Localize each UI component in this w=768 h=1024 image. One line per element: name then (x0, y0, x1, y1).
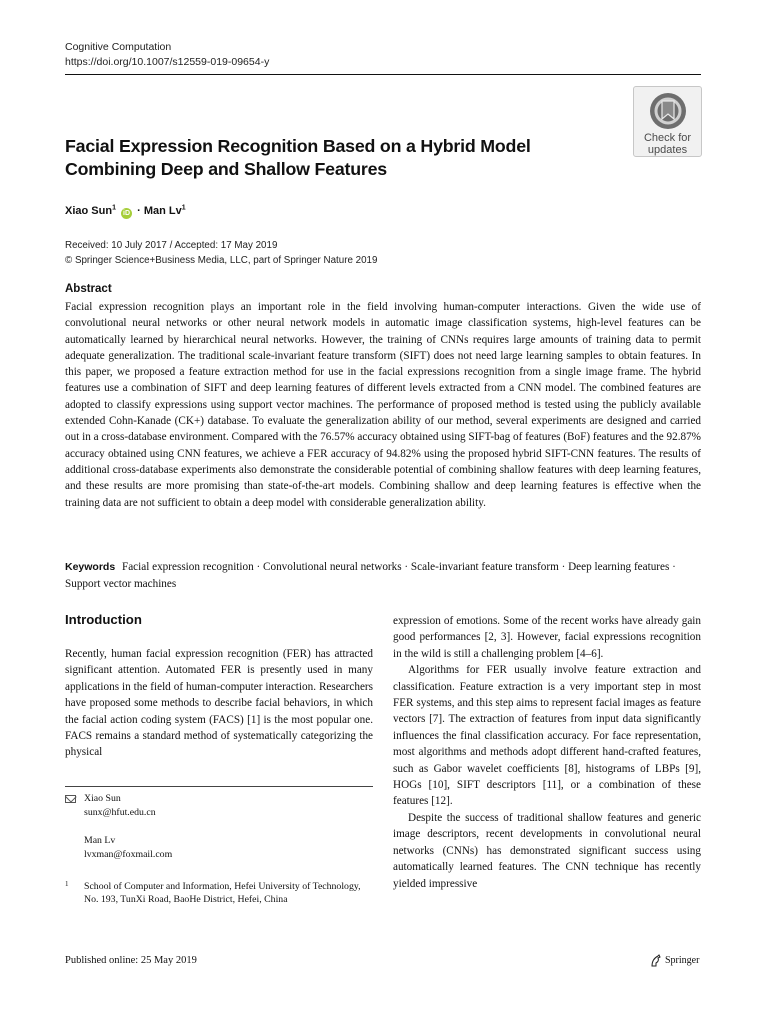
article-meta (65, 239, 377, 268)
corresponding-author-name: Man Lv (84, 835, 116, 846)
corresponding-author-email[interactable]: sunx@hfut.edu.cn (84, 807, 156, 818)
keywords (65, 559, 701, 592)
publisher-logo (650, 954, 699, 967)
right-column (393, 613, 701, 892)
received-accepted-dates: Received: 10 July 2017 / Accepted: 17 May 2019 (65, 240, 278, 251)
orcid-icon[interactable]: iD (123, 210, 131, 217)
left-column (65, 646, 373, 761)
publisher-name: Springer (665, 955, 700, 966)
affiliation-text: School of Computer and Information, Hefei University of Technology, No. 193, TunXi Road, BaoHe District, Hefei, China (84, 881, 361, 906)
badge-text-line1: Check for (643, 132, 692, 144)
author-name: Man Lv (143, 205, 182, 217)
envelope-icon (65, 795, 76, 803)
author-affil-sup: 1 (112, 204, 116, 212)
introduction-heading: Introduction (65, 612, 142, 627)
bookmark-icon (649, 92, 687, 130)
intro-paragraph: Despite the success of traditional shallow features and generic image descriptors, recent developments in convolutional neural networks (CNNs) has demonstrated significant success using automatically learned features. The CNN technique has recently yielded impressive (393, 811, 701, 890)
abstract-heading: Abstract (65, 283, 112, 295)
intro-paragraph: Algorithms for FER usually involve feature extraction and classification. Feature extraction is a very important step in most FER systems, and this step aims to represent facial images as feature vectors [7]. The extraction of features from input data significantly influences the final classification accuracy. For face representation, most algorithms and methods adopt different hand-crafted features, such as Gabor wavelet coefficients [8], histograms of LBPs [9], HOGs [10], SIFT descriptors [11], or a combination of these features [12]. (393, 664, 701, 808)
intro-paragraph: expression of emotions. Some of the recent works have already gain good performances [2, 3]. However, facial expressions recognition in the wild is still a challenging problem [4–6]. (393, 615, 701, 660)
affiliation-number: 1 (65, 880, 69, 888)
corresponding-author-name: Xiao Sun (84, 793, 121, 804)
author-separator: · (137, 205, 141, 217)
paper-title: Facial Expression Recognition Based on a Hybrid Model Combining Deep and Shallow Features (65, 136, 531, 179)
keywords-label: Keywords (65, 561, 116, 573)
abstract-text: Facial expression recognition plays an important role in the field involving human-computer interactions. Given the wide use of convolutional neural networks or other neural network models in automatic image classification systems, high-level features can be automatically learned by hierarchical neural networks. However, the training of CNNs requires large amounts of training data to permit adequate generalization. The traditional scale-invariant feature transform (SIFT) does not need large learning samples to obtain features. In this paper, we proposed a feature extraction method for use in the facial expressions recognition from a single image frame. The hybrid features use a combination of SIFT and deep learning features of different levels extracted from a CNN model. The combined features are adopted to classify expressions using support vector machines. The performance of proposed method is tested using the publicly available extended Cohn-Kanade (CK+) database. To evaluate the generalization ability of our method, several experiments are designed and carried out in a cross-database environment. Compared with the 76.57% accuracy obtained using SIFT-bag of features (BoF) features and the 92.87% accuracy obtained using CNN features, we achieve a FER accuracy of 94.82% using the proposed hybrid SIFT-CNN features. The results of additional cross-database experiments also demonstrate the considerable potential of combining shallow features with deep learning features, and these results are more promising than state-of-the-art models. Combining shallow and deep learning features is effective when the training data are not sufficient to obtain a deep model with considerable generalization ability. (65, 301, 701, 509)
footnote-rule (65, 786, 373, 787)
intro-paragraph: Recently, human facial expression recognition (FER) has attracted significant attention. Automated FER is presently used in many applications in the field of human-computer interaction. Researchers have proposed some methods to describe facial behaviors, in which the facial action coding system (FACS) [1] is the most popular one. FACS remains a standard method of systematically categorizing the physical (65, 648, 373, 759)
copyright-notice: © Springer Science+Business Media, LLC, part of Springer Nature 2019 (65, 254, 378, 266)
springer-horse-icon (650, 954, 662, 967)
author-name: Xiao Sun (65, 205, 113, 217)
header-rule (65, 74, 701, 75)
published-online-date: Published online: 25 May 2019 (65, 955, 197, 966)
correspondence-block (65, 792, 172, 862)
check-for-updates-badge[interactable] (633, 86, 702, 157)
corresponding-author-email[interactable]: lvxman@foxmail.com (84, 849, 173, 860)
badge-text-line2: updates (647, 144, 688, 156)
keywords-list: Facial expression recognition · Convolutional neural networks · Scale-invariant feature transform · Deep learning features · Support vector machines (65, 561, 676, 590)
doi-link[interactable]: https://doi.org/10.1007/s12559-019-09654-y (65, 56, 270, 68)
author-list (65, 203, 186, 219)
affiliation-note (65, 880, 365, 907)
journal-name: Cognitive Computation (65, 41, 172, 53)
author-affil-sup: 1 (181, 204, 186, 212)
